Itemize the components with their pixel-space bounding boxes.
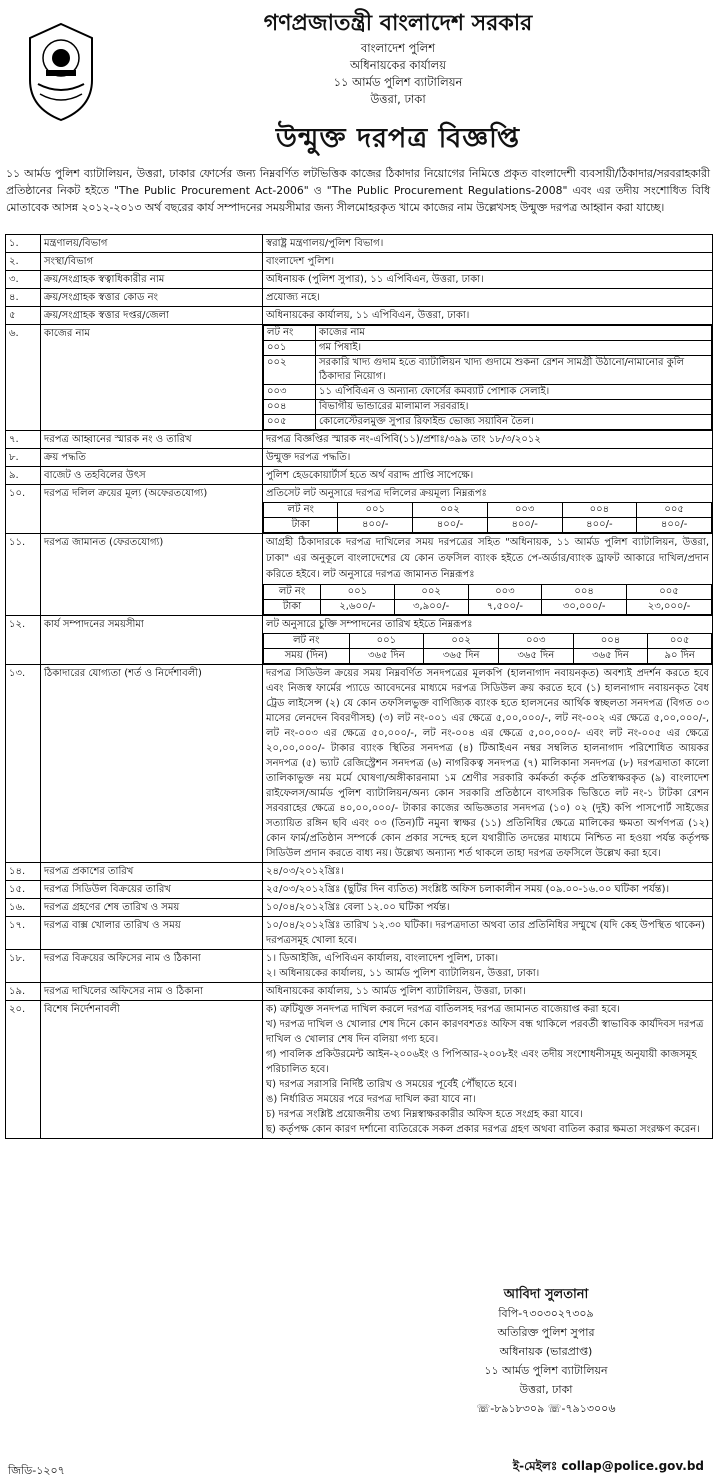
table-row xyxy=(6,881,713,899)
days: ৯০ দিন xyxy=(648,649,712,664)
row-label: দরপত্র দলিল ক্রয়ের মূল্য (অফেরতযোগ্য) xyxy=(41,485,263,534)
row-number: ৯. xyxy=(6,467,41,485)
signatory-unit: ১১ আর্মড পুলিশ ব্যাটালিয়ন xyxy=(484,1364,608,1377)
lot-number: ০০১ xyxy=(264,341,316,356)
header-line-2: অধিনায়কের কার্যালয় xyxy=(350,58,446,72)
table-row xyxy=(6,616,713,665)
row-value: পুলিশ হেডকোয়ার্টার্স হতে অর্থ বরাদ্দ প্রাপ্তি সাপেক্ষে। xyxy=(263,467,713,485)
table-row xyxy=(6,467,713,485)
row-number: ১৪. xyxy=(6,863,41,881)
work-name-header: কাজের নাম xyxy=(316,326,712,341)
lot-number: ০০১ xyxy=(321,585,395,600)
amount: ৪০০/- xyxy=(487,518,562,533)
table-row xyxy=(6,899,713,917)
signature-block xyxy=(416,1285,676,1418)
row-label: কাজের নাম xyxy=(41,325,263,431)
amount: ৭,৫০০/- xyxy=(468,600,542,615)
row-label: দরপত্র গ্রহণের শেষ তারিখ ও সময় xyxy=(41,899,263,917)
row-value: দরপত্র বিজ্ঞপ্তির স্মারক নং-এপিবি(১১)/প্রশাঃ/৩৯৯ তাং ১৮/৩/২০১২ xyxy=(263,431,713,449)
amount-header: টাকা xyxy=(264,600,321,615)
signatory-city: উত্তরা, ঢাকা xyxy=(519,1383,573,1396)
header-line-1: বাংলাদেশ পুলিশ xyxy=(360,41,436,55)
amount: ৪০০/- xyxy=(562,518,637,533)
tender-details-table xyxy=(5,234,713,1139)
sales-office-1: ১। ডিআইজি, এপিবিএন কার্যালয়, বাংলাদেশ পুলিশ, ঢাকা। xyxy=(266,953,499,964)
lot-number: ০০১ xyxy=(338,503,413,518)
row-label: দরপত্র সিডিউল বিক্রয়ের তারিখ xyxy=(41,881,263,899)
row-label: দরপত্র বাক্স খোলার তারিখ ও সময় xyxy=(41,917,263,950)
row-label: বাজেট ও তহবিলের উৎস xyxy=(41,467,263,485)
table-row xyxy=(6,253,713,271)
row-label: দরপত্র জামানত (ফেরতযোগ্য) xyxy=(41,534,263,616)
amount: ৪০০/- xyxy=(413,518,488,533)
row-label: ক্রয়/সংগ্রাহক স্বত্বাধিকারীর নাম xyxy=(41,271,263,289)
table-row xyxy=(6,917,713,950)
row-value: ২৪/০৩/২০১২খ্রিঃ। xyxy=(263,863,713,881)
row-value xyxy=(263,950,713,983)
row-value: প্রযোজ্য নহে। xyxy=(263,289,713,307)
amount-header: টাকা xyxy=(264,518,338,533)
row-label: ক্রয়/সংগ্রাহক স্বত্তার দপ্তর/জেলা xyxy=(41,307,263,325)
lot-number: ০০৩ xyxy=(264,385,316,400)
notice-header xyxy=(0,0,716,170)
intro-paragraph: ১১ আর্মড পুলিশ ব্যাটালিয়ন, উত্তরা, ঢাকার ফোর্সের জন্য নিম্নবর্ণিত লটভিত্তিক কাজের ঠিকাদার নিয়োগের নিমিত্তে প্রকৃত বাংলাদেশী ব্যবসায়ী/ঠিকাদার/সরবরাহকারী প্রতিষ্ঠানের নিকট হইতে "The Public Procurement Act-2006" ও "The Public Procurement Regulations-2008" এবং এর তদীয় সংশোধিত বিধি মোতাবেক আসন্ন ২০১২-২০১৩ অর্থ বছরের কার্য সম্পাদনের সময়সীমার জন্য সীলমোহরকৃত খামে কাজের নাম উল্লেখসহ উন্মুক্ত দরপত্র আহ্বান করা যাচ্ছে। xyxy=(6,167,710,214)
lot-number: ০০২ xyxy=(264,356,316,385)
amount: ২,৬০০/- xyxy=(321,600,395,615)
table-row xyxy=(6,485,713,534)
table-row xyxy=(6,307,713,325)
instruction-item: গ) পাবলিক প্রকিউরমেন্ট আইন-২০০৬ইং ও পিপিআর-২০০৮ইং এবং তদীয় সংশোধনীসমূহ অনুযায়ী কাজসমূহ পরিচালিত হবে। xyxy=(266,1049,697,1075)
work-name: বিভাগীয় ভান্ডারের মালামাল সরবরাহ। xyxy=(316,400,712,415)
row-number: ১২. xyxy=(6,616,41,665)
row-value xyxy=(263,1001,713,1139)
work-lots-table xyxy=(263,325,712,430)
security-amount-table xyxy=(263,584,712,615)
table-row xyxy=(6,1001,713,1139)
work-name: ১১ এপিবিএন ও অন্যান্য ফোর্সের কমব্যাট পোশাক সেলাই। xyxy=(316,385,712,400)
sales-office-2: ২। অধিনায়কের কার্যালয়, ১১ আর্মড পুলিশ ব্যাটালিয়ন, উত্তরা, ঢাকা। xyxy=(266,968,540,979)
row-label: সংস্থা/বিভাগ xyxy=(41,253,263,271)
row-number: ১০. xyxy=(6,485,41,534)
table-row xyxy=(6,271,713,289)
row-number: ৭. xyxy=(6,431,41,449)
row-number: ১৫. xyxy=(6,881,41,899)
row-label: বিশেষ নির্দেশনাবলী xyxy=(41,1001,263,1139)
row-label: ঠিকাদারের যোগ্যতা (শর্ত ও নির্দেশাবলী) xyxy=(41,665,263,863)
table-row xyxy=(6,983,713,1001)
work-name: গম পিষাই। xyxy=(316,341,712,356)
days: ৩৬৫ দিন xyxy=(573,649,648,664)
row-label: দরপত্র প্রকাশের তারিখ xyxy=(41,863,263,881)
row-number: ১৩. xyxy=(6,665,41,863)
row-number: ১৬. xyxy=(6,899,41,917)
lot-number: ০০৩ xyxy=(468,585,542,600)
signatory-phone: ☏-৮৯১৮৩০৯ ☏-৭৯১৩০০৬ xyxy=(476,1402,616,1415)
row-label: দরপত্র দাখিলের অফিসের নাম ও ঠিকানা xyxy=(41,983,263,1001)
signatory-role: অধিনায়ক (ভারপ্রাপ্ত) xyxy=(499,1345,593,1358)
amount: ২৩,০০০/- xyxy=(627,600,712,615)
row-number: ৩. xyxy=(6,271,41,289)
table-row xyxy=(6,325,713,431)
instruction-item: ছ) কর্তৃপক্ষ কোন কারণ দর্শানো ব্যতিরেকে সকল প্রকার দরপত্র গ্রহণ অথবা বাতিল করার ক্ষমতা সংরক্ষণ করেন। xyxy=(266,1124,700,1135)
days: ৩৬৫ দিন xyxy=(349,649,424,664)
work-name: কোলেস্টেরলমুক্ত সুপার রিফাইন্ড ভোজ্য সয়াবিন তৈল। xyxy=(316,415,712,430)
lot-number: ০০৪ xyxy=(542,585,627,600)
security-note: আগ্রহী ঠিকাদারকে দরপত্র দাখিলের সময় দরপত্রের সহিত "অধিনায়ক, ১১ আর্মড পুলিশ ব্যাটালিয়ন, উত্তরা, ঢাকা" এর অনুকূলে বাংলাদেশের যে কোন তফসিল ব্যাংক হইতে পে-অর্ডার/ব্যাংক ড্রাফট আকারে দাখিল/প্রদান করিতে হইবে। লট অনুসারে দরপত্র জামানত নিম্নরূপঃ xyxy=(266,537,709,580)
row-number: ৮. xyxy=(6,449,41,467)
row-label: কার্য সম্পাদনের সময়সীমা xyxy=(41,616,263,665)
table-row xyxy=(6,449,713,467)
row-value: বাংলাদেশ পুলিশ। xyxy=(263,253,713,271)
row-number: ১১. xyxy=(6,534,41,616)
row-number: ১৮. xyxy=(6,950,41,983)
lot-number: ০০৫ xyxy=(648,634,712,649)
lot-number: ০০২ xyxy=(394,585,468,600)
lot-number: ০০২ xyxy=(413,503,488,518)
row-label: ক্রয়/সংগ্রাহক স্বত্তার কোড নং xyxy=(41,289,263,307)
days: ৩৬৫ দিন xyxy=(498,649,573,664)
schedule-price-note: প্রতিসেট লট অনুসারে দরপত্র দলিলের ক্রয়মূল্য নিম্নরূপঃ xyxy=(266,488,487,499)
row-value: দরপত্র সিডিউল ক্রয়ের সময় নিম্নবর্ণিত সনদপত্রের মূলকপি (হালনাগাদ নবায়নকৃত) অবশ্যই প্রদর্শন করতে হবে এবং নিজস্ব ফার্মের প্যাডে আবেদনের মাধ্যমে দরপত্র সিডিউল ক্রয় করতে হবে (১) হালনাগাদ নবায়নকৃত বৈধ ট্রেড লাইসেন্স (২) যে কোন তফসিলভুক্ত বাণিজ্যিক ব্যাংক হতে হালসনের আর্থিক স্বচ্ছলতা সনদপত্র (বিগত ০৩ মাসের লেনদেন বিবরণীসহ) (৩) লট নং-০০১ এর ক্ষেত্রে ৫,০০,০০০/-, লট নং-০০২ এর ক্ষেত্রে ৫,০০,০০০/-, লট নং-০০৩ এর ক্ষেত্রে ৫০,০০০/-, লট নং-০০৪ এর ক্ষেত্রে ৫,০০,০০০/- এবং লট নং-০০৫ এর ক্ষেত্রে ২০,০০,০০০/- টাকার ব্যাংক স্থিতির সনদপত্র (৪) টিআইএন নম্বর সম্বলিত হালনাগাদ পরিশোধিত আয়কর সনদপত্র (৫) ভ্যাট রেজিস্ট্রেশন সনদপত্র (৬) নাগরিকত্ব সনদপত্র (৭) মালিকানা সনদপত্র (৮) দরপত্রদাতা কালো তালিকাভুক্ত নয় মর্মে ঘোষণা/অঙ্গীকারনামা ১ম শ্রেণীর সরকারি কর্মকর্তা কর্তৃক প্রতিস্বাক্ষরকৃত (৯) বাংলাদেশ রাইফেলস/আর্মড পুলিশ ব্যাটালিয়ন/অন্য কোন সরকারি প্রতিষ্ঠানে বাৎসরিক ভিত্তিতে লট নং-১ টাটকা রেশন সরবরাহের ক্ষেত্রে ৪০,০০,০০০/- টাকার কাজের অভিজ্ঞতার সনদপত্র (১০) ০২ (দুই) কপি পাসপোর্ট সাইজের সত্যায়িত রঙ্গিন ছবি এবং ০৩ (তিন)টি নমুনা স্বাক্ষর (১১) প্রতিনিধির ক্ষেত্রে মালিকের ক্ষমতা অর্পণপত্র (১২) কোন ফার্ম/প্রতিষ্ঠান সম্পর্কে কোন প্রকার সন্দেহ হলে যথারীতি তদন্তের মাধ্যমে নিশ্চিত না হওয়া পর্যন্ত কর্তৃপক্ষ সিডিউল প্রদান করতে বাধ্য নয়। উল্লেখ্য অন্যান্য শর্ত থাকলে তাহা দরপত্র তফসিলে উল্লেখ করা হবে। xyxy=(263,665,713,863)
work-name: সরকারি খাদ্য গুদাম হতে ব্যাটালিয়ন খাদ্য গুদামে শুকনা রেশন সামগ্রী উঠানো/নামানোর কুলি ঠিকাদার নিয়োগ। xyxy=(316,356,712,385)
gd-code: জিডি-১২০৭ xyxy=(8,1464,65,1477)
lot-header: লট নং xyxy=(264,634,350,649)
row-value: উন্মুক্ত দরপত্র পদ্ধতি। xyxy=(263,449,713,467)
lot-header: লট নং xyxy=(264,503,338,518)
row-value: ১০/০৪/২০১২খ্রিঃ বেলা ১২.০০ ঘটিকা পর্যন্ত। xyxy=(263,899,713,917)
notice-title: উন্মুক্ত দরপত্র বিজ্ঞপ্তি xyxy=(275,123,521,154)
government-heading: গণপ্রজাতন্ত্রী বাংলাদেশ সরকার xyxy=(263,11,533,36)
header-line-4: উত্তরা, ঢাকা xyxy=(370,92,426,106)
row-number: ১৯. xyxy=(6,983,41,1001)
lot-number: ০০৩ xyxy=(498,634,573,649)
header-line-3: ১১ আর্মড পুলিশ ব্যাটালিয়ন xyxy=(333,75,463,89)
row-number: ১৭. xyxy=(6,917,41,950)
lot-number: ০০৫ xyxy=(627,585,712,600)
row-number: ১. xyxy=(6,235,41,253)
row-value: ১০/০৪/২০১২খ্রিঃ তারিখ ১২.৩০ ঘটিকা। দরপত্রদাতা অথবা তার প্রতিনিধির সম্মুখে (যদি কেহ উপস্থিত থাকেন) দরপত্রসমূহ খোলা হবে। xyxy=(263,917,713,950)
row-label: দরপত্র বিক্রয়ের অফিসের নাম ও ঠিকানা xyxy=(41,950,263,983)
lot-number: ০০৪ xyxy=(562,503,637,518)
amount: ৪০০/- xyxy=(338,518,413,533)
row-value: অধিনায়ক (পুলিশ সুপার), ১১ এপিবিএন, উত্তরা, ঢাকা। xyxy=(263,271,713,289)
lot-header: লট নং xyxy=(264,585,321,600)
row-value xyxy=(263,325,713,431)
row-value xyxy=(263,534,713,616)
duration-table xyxy=(263,633,712,664)
instruction-item: ক) ত্রুটিযুক্ত সনদপত্র দাখিল করলে দরপত্র বাতিলসহ দরপত্র জামানত বাজেয়াপ্ত করা হবে। xyxy=(266,1004,620,1015)
row-value xyxy=(263,616,713,665)
lot-number: ০০১ xyxy=(349,634,424,649)
amount: ৩,৯০০/- xyxy=(394,600,468,615)
table-row xyxy=(6,665,713,863)
row-value: অধিনায়কের কার্যালয়, ১১ এপিবিএন, উত্তরা, ঢাকা। xyxy=(263,307,713,325)
table-row xyxy=(6,431,713,449)
table-row xyxy=(6,289,713,307)
lot-number: ০০২ xyxy=(424,634,499,649)
table-row xyxy=(6,235,713,253)
contact-email: ই-মেইলঃ collap@police.gov.bd xyxy=(512,1459,704,1473)
duration-note: লট অনুসারে চুক্তি সম্পাদনের তারিখ হইতে নিম্নরূপঃ xyxy=(266,619,473,630)
table-row xyxy=(6,950,713,983)
table-row xyxy=(6,534,713,616)
row-number: ৪. xyxy=(6,289,41,307)
lot-header: লট নং xyxy=(264,326,316,341)
row-value xyxy=(263,485,713,534)
signatory-rank: অতিরিক্ত পুলিশ সুপার xyxy=(497,1326,595,1339)
row-label: দরপত্র আহ্বানের স্মারক নং ও তারিখ xyxy=(41,431,263,449)
row-value: ২৫/০৩/২০১২খ্রিঃ (ছুটির দিন ব্যতিত) সংশ্লিষ্ট অফিস চলাকালীন সময় (০৯.০০-১৬.০০ ঘটিকা পর্যন্ত)। xyxy=(263,881,713,899)
schedule-price-table xyxy=(263,502,712,533)
lot-number: ০০৫ xyxy=(264,415,316,430)
row-number: ২. xyxy=(6,253,41,271)
instruction-item: ঙ) নির্ধারিত সময়ের পরে দরপত্র দাখিল করা যাবে না। xyxy=(266,1094,476,1105)
table-row xyxy=(6,863,713,881)
amount: ৩০,০০০/- xyxy=(542,600,627,615)
lot-number: ০০৫ xyxy=(637,503,712,518)
instruction-item: খ) দরপত্র দাখিল ও খোলার শেষ দিনে কোন কারণবশতঃ অফিস বন্ধ থাকিলে পরবর্তী স্বাভাবিক কার্যদিবস দরপত্র দাখিল ও খোলার শেষ দিন বলিয়া গণ্য হবে। xyxy=(266,1019,704,1045)
lot-number: ০০৪ xyxy=(573,634,648,649)
instruction-item: ঘ) দরপত্র সরাসরি নির্দিষ্ট তারিখ ও সময়ের পূর্বেই পৌঁছাতে হবে। xyxy=(266,1079,517,1090)
days-header: সময় (দিন) xyxy=(264,649,350,664)
row-number: ৫ xyxy=(6,307,41,325)
row-value: স্বরাষ্ট্র মন্ত্রণালয়/পুলিশ বিভাগ। xyxy=(263,235,713,253)
amount: ৪০০/- xyxy=(637,518,712,533)
row-value: অধিনায়কের কার্যালয়, ১১ আর্মড পুলিশ ব্যাটালিয়ন, উত্তরা, ঢাকা। xyxy=(263,983,713,1001)
row-label: ক্রয় পদ্ধতি xyxy=(41,449,263,467)
lot-number: ০০৪ xyxy=(264,400,316,415)
signatory-name: আবিদা সুলতানা xyxy=(503,1287,589,1302)
signatory-bp: বিপি-৭৩০৩০২৭৩০৯ xyxy=(498,1307,594,1320)
instruction-item: চ) দরপত্র সংশ্লিষ্ট প্রয়োজনীয় তথ্য নিম্নস্বাক্ষরকারীর অফিস হতে সংগ্রহ করা যাবে। xyxy=(266,1109,583,1120)
row-number: ৬. xyxy=(6,325,41,431)
days: ৩৬৫ দিন xyxy=(424,649,499,664)
lot-number: ০০৩ xyxy=(487,503,562,518)
row-label: মন্ত্রণালয়/বিভাগ xyxy=(41,235,263,253)
row-number: ২০. xyxy=(6,1001,41,1139)
